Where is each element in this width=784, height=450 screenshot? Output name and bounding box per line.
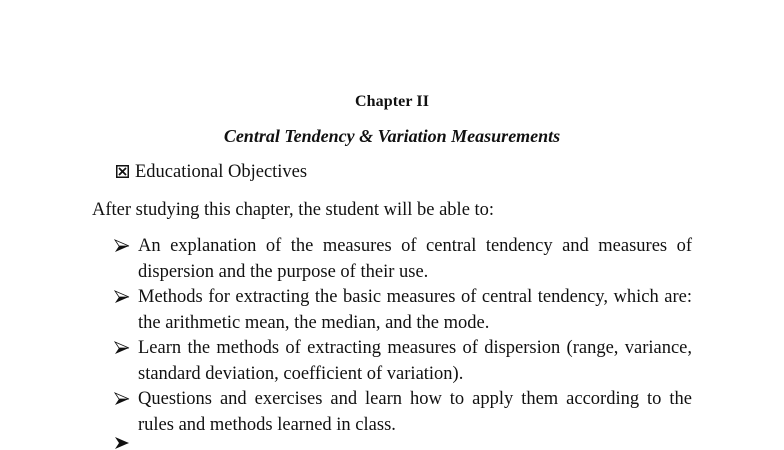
arrow-bullet-icon — [114, 436, 130, 450]
arrow-bullet-icon — [114, 341, 130, 355]
chapter-label: Chapter II — [354, 93, 430, 110]
list-item — [114, 234, 692, 285]
list-item — [114, 387, 692, 438]
list-item — [114, 336, 692, 387]
list-item-text: Questions and exercises and learn how to apply them according to the rules and methods learned in class. — [138, 389, 692, 435]
list-item-text: An explanation of the measures of central tendency and measures of dispersion and the purpose of their use. — [138, 236, 692, 282]
arrow-bullet-icon — [114, 290, 130, 304]
chapter-title: Central Tendency & Variation Measurements — [223, 126, 561, 146]
objectives-list — [114, 234, 692, 438]
arrow-bullet-icon — [114, 392, 130, 406]
checkbox-x-icon — [116, 165, 129, 178]
intro-text: After studying this chapter, the student will be able to: — [92, 200, 495, 220]
objectives-heading — [116, 162, 307, 183]
list-item-text: Learn the methods of extracting measures of dispersion (range, variance, standard deviation, coefficient of variation). — [138, 338, 692, 384]
objectives-label: Educational Objectives — [135, 162, 308, 182]
arrow-bullet-icon — [114, 239, 130, 253]
list-item — [114, 285, 692, 336]
list-item-text: Methods for extracting the basic measures of central tendency, which are: the arithmetic mean, the median, and the mode. — [138, 287, 692, 333]
